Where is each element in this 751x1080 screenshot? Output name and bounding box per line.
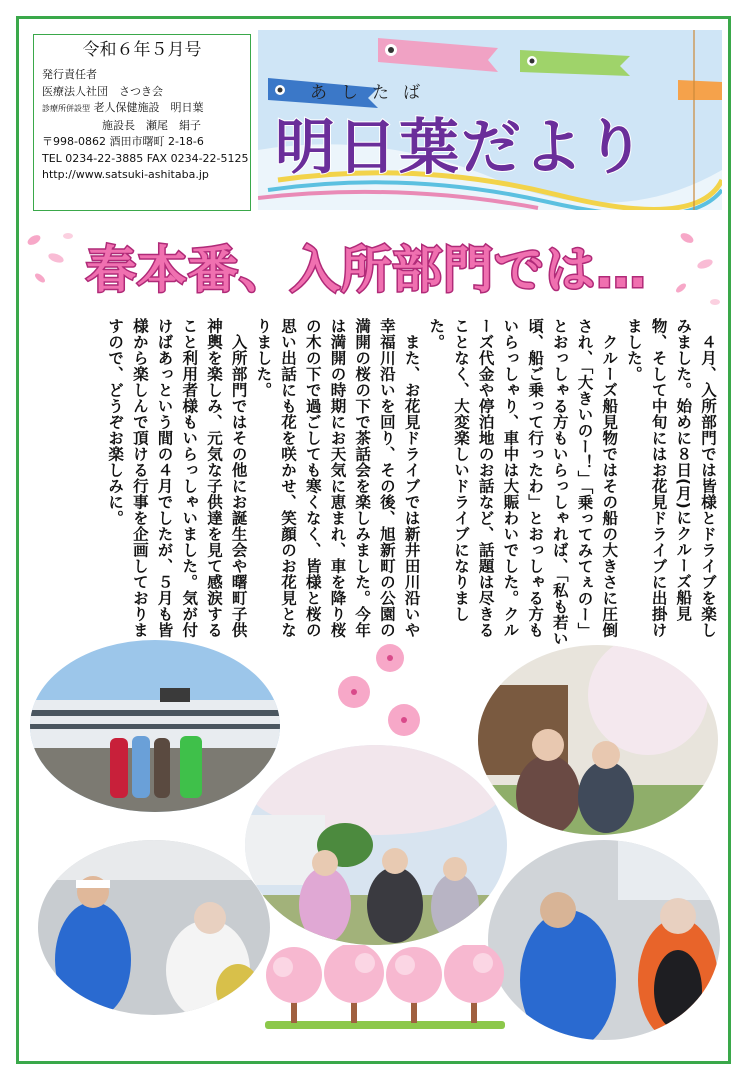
- article-body: [58, 318, 720, 650]
- koinobori-pink-icon: [378, 38, 498, 72]
- koinobori-orange-icon: [678, 80, 722, 100]
- photo-childrens-mikoshi-left: [38, 840, 270, 1015]
- headline: 春本番、入所部門では…: [86, 241, 647, 299]
- facility-note: 診療所併設型: [42, 104, 90, 113]
- article-paragraph: また、お花見ドライブでは新井田川沿いや幸福川沿いを回り、その後、旭新町の公園の満開の桜の下で茶話会を楽しみました。今年は満開の時期にお天気に恵まれ、車を降り桜の木の下で過ごしても寒くなく、皆様と桜の思い出話にも花を咲かせ、笑顔のお花見となりました。: [254, 318, 421, 638]
- article-paragraph: 入所部門ではその他にお誕生会や曙町子供神輿を楽しみ、元気な子供達を見て感涙すること利用者様もいらっしゃいました。気が付けばあっという間の４月でしたが、５月も皆様から楽しんで頂ける行事を企画しておりますので、どうぞお楽しみに。: [106, 318, 248, 638]
- director-name: 施設長 瀬尾 絹子: [102, 118, 201, 132]
- photo-childrens-mikoshi-right: [488, 840, 720, 1040]
- article-paragraph: クルーズ船見物ではその船の大きさに圧倒され、「大きいのー！」「乗ってみてぇのー」とおっしゃる方もいらっしゃれば、「私も若い頃、船ご乗って行ったわ」とおっしゃる方もいらっしゃり、車中は大賑わいでした。クルーズ代金や停泊地のお話など、話題は尽きることなく、大変楽しいドライブになりました。: [427, 318, 619, 647]
- sakura-flower-icons: [330, 640, 430, 740]
- photo-tea-party: [245, 745, 507, 945]
- website-url[interactable]: http://www.satsuki-ashitaba.jp: [42, 168, 209, 181]
- publisher-info-box: [33, 34, 251, 211]
- photo-residents-cherry-tree: [478, 645, 718, 835]
- phone-fax: TEL 0234-22-3885 FAX 0234-22-5125: [42, 151, 249, 165]
- cherry-tree-illustration: [255, 945, 515, 1035]
- article-paragraph: ４月、入所部門では皆様とドライブを楽しみました。始めに８日(月)にクルーズ船見物、そして中旬にはお花見ドライブに出掛けました。: [624, 318, 717, 638]
- issue-label: 令和６年５月号: [82, 40, 202, 60]
- publisher-label: 発行責任者: [42, 68, 97, 81]
- corporation-name: 医療法人社団 さつき会: [42, 84, 163, 98]
- photo-cruise-ship: [30, 640, 280, 812]
- sakura-petals-right: [665, 222, 725, 312]
- address: 〒998-0862 酒田市曙町 2-18-6: [42, 135, 204, 148]
- title-reading: あしたば: [310, 83, 434, 103]
- koinobori-green-icon: [520, 50, 630, 76]
- newsletter-title: 明日葉だより: [275, 113, 647, 183]
- facility-name: 老人保健施設 明日葉: [93, 101, 204, 114]
- sakura-petals-left: [22, 222, 82, 302]
